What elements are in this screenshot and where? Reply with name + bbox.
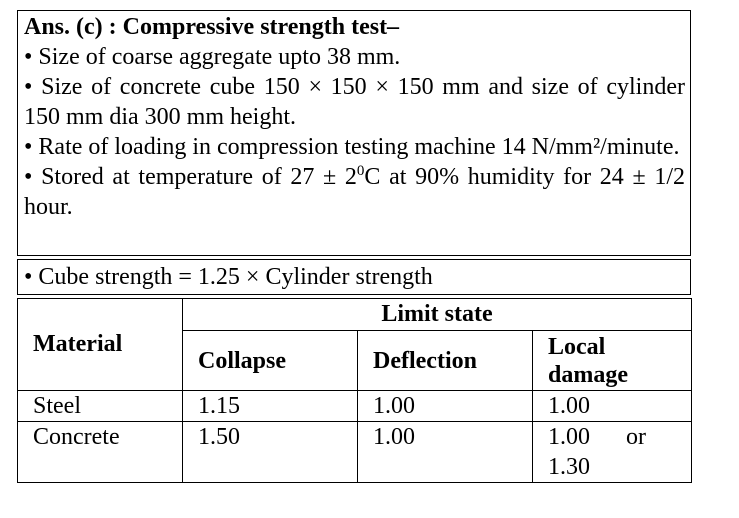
header-collapse: Collapse: [183, 331, 358, 391]
cell-deflection: 1.00: [358, 391, 533, 422]
table-row: [18, 391, 692, 422]
cell-collapse: 1.15: [183, 391, 358, 422]
bullet-storage: [24, 162, 685, 222]
cube-strength-note: • Cube strength = 1.25 × Cylinder strength: [24, 264, 433, 290]
header-deflection: Deflection: [358, 331, 533, 391]
header-material: Material: [18, 299, 183, 391]
header-limit-state: Limit state: [183, 299, 692, 331]
degree-superscript: 0: [356, 163, 365, 179]
note-box: [17, 259, 691, 295]
answer-box: [17, 10, 691, 256]
bullet-storage-part1: • Stored at temperature of 27 ± 2: [24, 164, 357, 190]
cell-material: Steel: [18, 391, 183, 422]
bullet-aggregate-size: • Size of coarse aggregate upto 38 mm.: [24, 44, 401, 70]
cell-local-damage: 1.00: [533, 391, 692, 422]
partial-safety-factor-table: [17, 298, 692, 483]
bullet-storage-part2: C at 90% humidity for 24 ± 1/2 hour.: [24, 164, 685, 220]
answer-title: Ans. (c) : Compressive strength test–: [24, 14, 400, 40]
cell-collapse: 1.50: [183, 422, 358, 483]
cell-local-damage: 1.00 or 1.30: [533, 422, 692, 483]
bullet-loading-rate: • Rate of loading in compression testing machine 14 N/mm²/minute.: [24, 134, 680, 160]
cell-deflection: 1.00: [358, 422, 533, 483]
cell-material: Concrete: [18, 422, 183, 483]
bullet-specimen-size: • Size of concrete cube 150 × 150 × 150 mm and size of cylinder 150 mm dia 300 mm height.: [24, 74, 685, 130]
table-row: [18, 422, 692, 483]
header-local-damage: Local damage: [533, 331, 692, 391]
